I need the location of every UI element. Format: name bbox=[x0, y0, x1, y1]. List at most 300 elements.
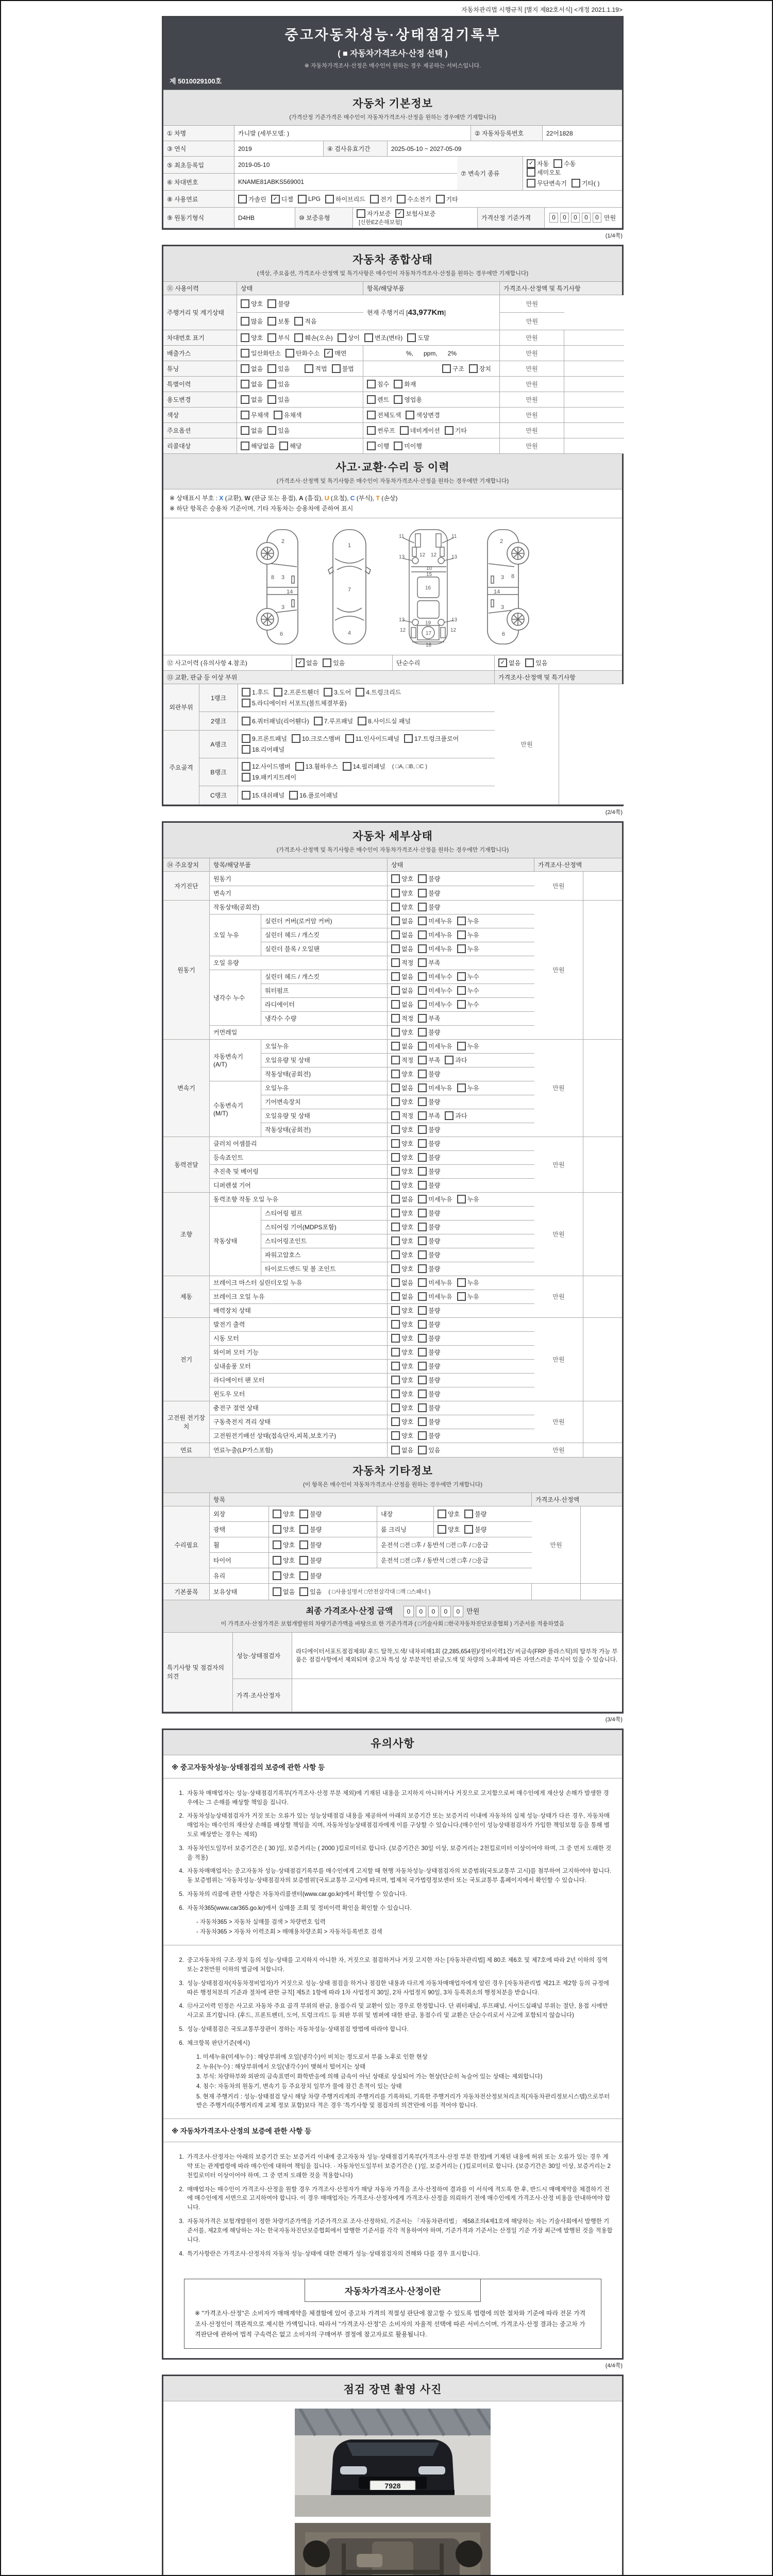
checkbox-양호[interactable] bbox=[273, 1571, 295, 1580]
checkbox-양호[interactable] bbox=[391, 1236, 413, 1245]
checkbox-누수[interactable] bbox=[457, 972, 479, 981]
checkbox-box[interactable] bbox=[418, 1153, 427, 1162]
checkbox-불량[interactable] bbox=[418, 1209, 440, 1217]
checkbox-box[interactable] bbox=[242, 773, 250, 782]
checkbox-box[interactable] bbox=[418, 1320, 427, 1329]
checkbox-누수[interactable] bbox=[457, 986, 479, 995]
checkbox-누유[interactable] bbox=[457, 1083, 479, 1092]
checkbox-box[interactable] bbox=[418, 1056, 427, 1064]
checkbox-있음[interactable] bbox=[418, 1446, 440, 1454]
checkbox-box[interactable] bbox=[391, 1403, 400, 1412]
checkbox-box[interactable] bbox=[367, 380, 376, 388]
checkbox-box[interactable] bbox=[391, 874, 400, 883]
checkbox-부족[interactable] bbox=[418, 1111, 440, 1120]
checkbox-box[interactable] bbox=[418, 1431, 427, 1440]
checkbox-box[interactable] bbox=[391, 1306, 400, 1315]
checkbox-누유[interactable] bbox=[457, 917, 479, 925]
checkbox-양호[interactable] bbox=[391, 1028, 413, 1037]
checkbox-box[interactable] bbox=[242, 699, 250, 707]
checkbox-불량[interactable] bbox=[418, 1376, 440, 1384]
checkbox-불량[interactable] bbox=[299, 1571, 322, 1580]
checkbox-부족[interactable] bbox=[418, 1014, 440, 1023]
checkbox-box[interactable] bbox=[391, 958, 400, 967]
checkbox-해당없음[interactable] bbox=[241, 442, 275, 450]
checkbox-box[interactable] bbox=[299, 1556, 308, 1565]
checkbox-box[interactable] bbox=[418, 1417, 427, 1426]
checkbox-box[interactable] bbox=[391, 1362, 400, 1370]
checkbox-불량[interactable] bbox=[464, 1510, 486, 1518]
checkbox-유채색[interactable] bbox=[274, 411, 302, 419]
checkbox-box[interactable] bbox=[391, 1070, 400, 1078]
checkbox-부족[interactable] bbox=[418, 1056, 440, 1064]
checkbox-box[interactable] bbox=[267, 380, 276, 388]
checkbox-없음[interactable] bbox=[391, 1042, 413, 1050]
checkbox-불량[interactable] bbox=[418, 1334, 440, 1343]
checkbox-box[interactable] bbox=[267, 395, 276, 404]
checkbox-box[interactable] bbox=[391, 1417, 400, 1426]
checkbox-양호[interactable] bbox=[391, 1070, 413, 1078]
checkbox-box[interactable] bbox=[343, 762, 351, 771]
checkbox-양호[interactable] bbox=[273, 1510, 295, 1518]
checkbox-양호[interactable] bbox=[391, 1223, 413, 1231]
checkbox-없음[interactable] bbox=[241, 426, 263, 435]
checkbox-box[interactable]: ✓ bbox=[271, 195, 280, 204]
checkbox-box[interactable] bbox=[418, 1097, 427, 1106]
checkbox-box[interactable] bbox=[553, 159, 562, 168]
checkbox-box[interactable] bbox=[391, 944, 400, 953]
checkbox-box[interactable] bbox=[273, 1571, 281, 1580]
checkbox-box[interactable] bbox=[391, 889, 400, 897]
checkbox-box[interactable] bbox=[418, 1070, 427, 1078]
checkbox-box[interactable] bbox=[391, 1389, 400, 1398]
checkbox-양호[interactable] bbox=[438, 1510, 460, 1518]
checkbox-box[interactable] bbox=[391, 1125, 400, 1134]
checkbox-box[interactable] bbox=[358, 717, 366, 725]
checkbox-불량[interactable] bbox=[418, 1348, 440, 1357]
checkbox-양호[interactable] bbox=[438, 1525, 460, 1534]
checkbox-box[interactable] bbox=[299, 1525, 308, 1534]
checkbox-box[interactable] bbox=[457, 917, 466, 925]
checkbox-box[interactable] bbox=[391, 1042, 400, 1050]
checkbox-양호[interactable] bbox=[391, 1125, 413, 1134]
checkbox-box[interactable] bbox=[400, 426, 409, 435]
checkbox-기타[interactable] bbox=[445, 426, 467, 435]
checkbox-box[interactable] bbox=[299, 1571, 308, 1580]
checkbox-미세누수[interactable] bbox=[418, 1000, 452, 1009]
checkbox-box[interactable] bbox=[418, 903, 427, 911]
checkbox-없음[interactable] bbox=[391, 1195, 413, 1204]
checkbox-box[interactable] bbox=[273, 1525, 281, 1534]
checkbox-누유[interactable] bbox=[457, 1292, 479, 1301]
checkbox-box[interactable] bbox=[273, 1556, 281, 1565]
checkbox-box[interactable] bbox=[418, 1139, 427, 1148]
checkbox-box[interactable] bbox=[418, 1264, 427, 1273]
checkbox-box[interactable] bbox=[242, 688, 250, 697]
checkbox-box[interactable] bbox=[418, 1083, 427, 1092]
checkbox-box[interactable] bbox=[418, 1348, 427, 1357]
checkbox-box[interactable] bbox=[438, 1525, 446, 1534]
checkbox-box[interactable] bbox=[418, 1306, 427, 1315]
checkbox-box[interactable] bbox=[418, 1389, 427, 1398]
checkbox-box[interactable] bbox=[418, 1167, 427, 1176]
checkbox-box[interactable] bbox=[391, 1431, 400, 1440]
checkbox-box[interactable] bbox=[238, 195, 247, 204]
checkbox-훼손(오손)[interactable] bbox=[294, 333, 332, 342]
checkbox-box[interactable] bbox=[279, 442, 288, 450]
checkbox-1.후드[interactable] bbox=[242, 688, 269, 697]
checkbox-box[interactable] bbox=[397, 195, 406, 204]
checkbox-불량[interactable] bbox=[299, 1510, 322, 1518]
checkbox-box[interactable]: ✓ bbox=[527, 159, 535, 168]
checkbox-18.리어패널[interactable] bbox=[242, 745, 284, 754]
checkbox-box[interactable] bbox=[418, 1278, 427, 1287]
checkbox-양호[interactable] bbox=[391, 1417, 413, 1426]
checkbox-8.사이드실 패널[interactable] bbox=[358, 717, 411, 725]
checkbox-box[interactable] bbox=[418, 1362, 427, 1370]
checkbox-box[interactable] bbox=[294, 317, 303, 326]
checkbox-미세누유[interactable] bbox=[418, 1042, 452, 1050]
checkbox-없음[interactable] bbox=[391, 917, 413, 925]
checkbox-없음[interactable] bbox=[498, 658, 520, 667]
checkbox-11.인사이드패널[interactable] bbox=[345, 734, 399, 743]
checkbox-box[interactable] bbox=[457, 1000, 466, 1009]
checkbox-box[interactable] bbox=[418, 1042, 427, 1050]
checkbox-불량[interactable] bbox=[299, 1525, 322, 1534]
checkbox-box[interactable] bbox=[391, 1195, 400, 1204]
checkbox-box[interactable] bbox=[391, 1292, 400, 1301]
checkbox-box[interactable] bbox=[391, 1236, 400, 1245]
checkbox-양호[interactable] bbox=[391, 1376, 413, 1384]
checkbox-해당[interactable] bbox=[279, 442, 301, 450]
checkbox-장치[interactable] bbox=[469, 364, 491, 373]
checkbox-box[interactable] bbox=[241, 442, 249, 450]
checkbox-10.크로스멤버[interactable] bbox=[292, 734, 341, 743]
checkbox-적정[interactable] bbox=[391, 1111, 413, 1120]
checkbox-box[interactable] bbox=[294, 333, 303, 342]
checkbox-box[interactable] bbox=[391, 1111, 400, 1120]
checkbox-box[interactable] bbox=[418, 1000, 427, 1009]
checkbox-없음[interactable] bbox=[241, 364, 263, 373]
checkbox-box[interactable] bbox=[391, 1278, 400, 1287]
checkbox-box[interactable]: ✓ bbox=[296, 658, 305, 667]
checkbox-양호[interactable] bbox=[391, 1264, 413, 1273]
checkbox-box[interactable] bbox=[391, 903, 400, 911]
checkbox-box[interactable] bbox=[345, 734, 354, 743]
checkbox-불량[interactable] bbox=[418, 1125, 440, 1134]
checkbox-box[interactable] bbox=[391, 1097, 400, 1106]
checkbox-box[interactable] bbox=[406, 411, 414, 419]
checkbox-box[interactable] bbox=[418, 1209, 427, 1217]
checkbox-양호[interactable] bbox=[391, 1250, 413, 1259]
checkbox-불량[interactable] bbox=[418, 1028, 440, 1037]
checkbox-보통[interactable] bbox=[267, 317, 290, 326]
checkbox-불량[interactable] bbox=[418, 1264, 440, 1273]
checkbox-불량[interactable] bbox=[418, 889, 440, 897]
checkbox-불량[interactable] bbox=[418, 1403, 440, 1412]
checkbox-box[interactable] bbox=[391, 930, 400, 939]
checkbox-box[interactable] bbox=[445, 426, 453, 435]
checkbox-box[interactable] bbox=[418, 944, 427, 953]
checkbox-box[interactable] bbox=[391, 1153, 400, 1162]
checkbox-누유[interactable] bbox=[457, 1278, 479, 1287]
checkbox-불량[interactable] bbox=[418, 1139, 440, 1148]
checkbox-box[interactable] bbox=[418, 1111, 427, 1120]
checkbox-box[interactable] bbox=[267, 317, 276, 326]
checkbox-box[interactable] bbox=[391, 1028, 400, 1037]
checkbox-box[interactable] bbox=[457, 930, 466, 939]
checkbox-box[interactable] bbox=[314, 717, 323, 725]
checkbox-누유[interactable] bbox=[457, 930, 479, 939]
checkbox-box[interactable] bbox=[356, 688, 364, 697]
checkbox-매연[interactable] bbox=[324, 349, 346, 358]
checkbox-box[interactable] bbox=[457, 986, 466, 995]
checkbox-box[interactable] bbox=[527, 168, 535, 177]
checkbox-도말[interactable] bbox=[407, 333, 429, 342]
checkbox-box[interactable] bbox=[464, 1525, 473, 1534]
checkbox-box[interactable] bbox=[418, 1236, 427, 1245]
checkbox-양호[interactable] bbox=[273, 1556, 295, 1565]
checkbox-box[interactable] bbox=[299, 1510, 308, 1518]
checkbox-box[interactable] bbox=[325, 195, 334, 204]
checkbox-미세누유[interactable] bbox=[418, 917, 452, 925]
checkbox-16.플로어패널[interactable] bbox=[289, 791, 338, 800]
checkbox-box[interactable] bbox=[391, 1056, 400, 1064]
checkbox-없음[interactable] bbox=[391, 972, 413, 981]
checkbox-일산화탄소[interactable] bbox=[241, 349, 281, 358]
checkbox-침수[interactable] bbox=[367, 380, 389, 388]
checkbox-box[interactable] bbox=[299, 1587, 308, 1596]
checkbox-양호[interactable] bbox=[391, 1306, 413, 1315]
checkbox-box[interactable] bbox=[273, 1540, 281, 1549]
checkbox-없음[interactable] bbox=[391, 1083, 413, 1092]
checkbox-box[interactable] bbox=[242, 762, 250, 771]
checkbox-누수[interactable] bbox=[457, 1000, 479, 1009]
checkbox-양호[interactable] bbox=[391, 1403, 413, 1412]
checkbox-box[interactable] bbox=[367, 426, 376, 435]
checkbox-box[interactable] bbox=[391, 1376, 400, 1384]
checkbox-box[interactable] bbox=[267, 299, 276, 308]
checkbox-box[interactable] bbox=[241, 411, 249, 419]
checkbox-box[interactable] bbox=[418, 1376, 427, 1384]
checkbox-적정[interactable] bbox=[391, 958, 413, 967]
checkbox-box[interactable] bbox=[364, 333, 373, 342]
checkbox-있음[interactable] bbox=[267, 380, 290, 388]
checkbox-양호[interactable] bbox=[391, 1431, 413, 1440]
checkbox-미세누수[interactable] bbox=[418, 986, 452, 995]
checkbox-디젤[interactable] bbox=[271, 195, 293, 204]
checkbox-box[interactable] bbox=[394, 395, 402, 404]
checkbox-적법[interactable] bbox=[305, 364, 327, 373]
checkbox-box[interactable] bbox=[404, 734, 413, 743]
checkbox-불량[interactable] bbox=[418, 1362, 440, 1370]
checkbox-box[interactable] bbox=[394, 380, 402, 388]
checkbox-양호[interactable] bbox=[391, 889, 413, 897]
checkbox-box[interactable] bbox=[418, 1181, 427, 1190]
checkbox-과다[interactable] bbox=[445, 1111, 467, 1120]
checkbox-상이[interactable] bbox=[338, 333, 360, 342]
checkbox-양호[interactable] bbox=[273, 1525, 295, 1534]
checkbox-box[interactable] bbox=[285, 349, 294, 358]
checkbox-box[interactable] bbox=[418, 1125, 427, 1134]
checkbox-있음[interactable] bbox=[267, 395, 290, 404]
checkbox-box[interactable] bbox=[418, 930, 427, 939]
checkbox-양호[interactable] bbox=[391, 1139, 413, 1148]
checkbox-양호[interactable] bbox=[391, 1362, 413, 1370]
checkbox-box[interactable] bbox=[332, 364, 341, 373]
checkbox-9.프론트패널[interactable] bbox=[242, 734, 287, 743]
checkbox-box[interactable]: ✓ bbox=[498, 658, 507, 667]
checkbox-불량[interactable] bbox=[418, 1250, 440, 1259]
checkbox-없음[interactable] bbox=[391, 944, 413, 953]
checkbox-없음[interactable] bbox=[391, 930, 413, 939]
checkbox-없음[interactable] bbox=[391, 986, 413, 995]
checkbox-box[interactable] bbox=[457, 1083, 466, 1092]
checkbox-썬루프[interactable] bbox=[367, 426, 395, 435]
checkbox-자동[interactable] bbox=[527, 159, 549, 168]
checkbox-불량[interactable] bbox=[418, 1153, 440, 1162]
checkbox-box[interactable] bbox=[438, 1510, 446, 1518]
checkbox-box[interactable] bbox=[418, 1223, 427, 1231]
checkbox-하이브리드[interactable] bbox=[325, 195, 365, 204]
checkbox-box[interactable] bbox=[457, 972, 466, 981]
checkbox-3.도어[interactable] bbox=[324, 688, 351, 697]
checkbox-box[interactable] bbox=[418, 889, 427, 897]
checkbox-box[interactable] bbox=[274, 411, 282, 419]
checkbox-box[interactable] bbox=[298, 195, 307, 204]
checkbox-box[interactable] bbox=[367, 395, 376, 404]
checkbox-17.트렁크플로어[interactable] bbox=[404, 734, 459, 743]
checkbox-양호[interactable] bbox=[391, 1167, 413, 1176]
checkbox-box[interactable] bbox=[394, 442, 402, 450]
checkbox-box[interactable] bbox=[241, 299, 249, 308]
checkbox-없음[interactable] bbox=[241, 395, 263, 404]
checkbox-불법[interactable] bbox=[332, 364, 354, 373]
checkbox-보험사보증[interactable] bbox=[395, 209, 435, 218]
checkbox-box[interactable] bbox=[391, 1223, 400, 1231]
checkbox-양호[interactable] bbox=[391, 1181, 413, 1190]
checkbox-box[interactable] bbox=[292, 734, 300, 743]
checkbox-box[interactable] bbox=[391, 986, 400, 995]
checkbox-box[interactable] bbox=[391, 972, 400, 981]
checkbox-box[interactable] bbox=[242, 717, 250, 725]
checkbox-box[interactable] bbox=[273, 1510, 281, 1518]
checkbox-불량[interactable] bbox=[418, 1431, 440, 1440]
checkbox-box[interactable] bbox=[407, 333, 416, 342]
checkbox-구조[interactable] bbox=[442, 364, 464, 373]
checkbox-box[interactable] bbox=[391, 1014, 400, 1023]
checkbox-5.라디에이터 서포트(볼트체결부품)[interactable] bbox=[242, 699, 347, 707]
checkbox-box[interactable] bbox=[418, 958, 427, 967]
checkbox-불량[interactable] bbox=[418, 1417, 440, 1426]
checkbox-과다[interactable] bbox=[445, 1056, 467, 1064]
checkbox-없음[interactable] bbox=[296, 658, 318, 667]
checkbox-box[interactable] bbox=[323, 658, 331, 667]
checkbox-box[interactable] bbox=[267, 333, 276, 342]
checkbox-양호[interactable] bbox=[273, 1540, 295, 1549]
checkbox-적음[interactable] bbox=[294, 317, 316, 326]
checkbox-box[interactable] bbox=[241, 333, 249, 342]
checkbox-box[interactable] bbox=[418, 1292, 427, 1301]
checkbox-양호[interactable] bbox=[391, 1209, 413, 1217]
checkbox-이행[interactable] bbox=[367, 442, 389, 450]
checkbox-box[interactable] bbox=[418, 986, 427, 995]
checkbox-불량[interactable] bbox=[418, 1167, 440, 1176]
checkbox-없음[interactable] bbox=[273, 1587, 295, 1596]
checkbox-불량[interactable] bbox=[418, 1070, 440, 1078]
checkbox-box[interactable] bbox=[418, 1195, 427, 1204]
checkbox-box[interactable] bbox=[241, 380, 249, 388]
checkbox-box[interactable] bbox=[357, 209, 365, 218]
checkbox-box[interactable] bbox=[391, 1348, 400, 1357]
checkbox-미세누수[interactable] bbox=[418, 972, 452, 981]
checkbox-box[interactable] bbox=[457, 1278, 466, 1287]
checkbox-불량[interactable] bbox=[418, 1320, 440, 1329]
checkbox-4.트렁크리드[interactable] bbox=[356, 688, 401, 697]
checkbox-없음[interactable] bbox=[391, 1000, 413, 1009]
checkbox-양호[interactable] bbox=[391, 1334, 413, 1343]
checkbox-무단변속기[interactable] bbox=[527, 179, 567, 188]
checkbox-기타[interactable] bbox=[436, 195, 458, 204]
checkbox-box[interactable] bbox=[289, 791, 298, 800]
checkbox-탄화수소[interactable] bbox=[285, 349, 320, 358]
checkbox-box[interactable] bbox=[442, 364, 451, 373]
checkbox-네비게이션[interactable] bbox=[400, 426, 440, 435]
checkbox-box[interactable] bbox=[572, 179, 580, 188]
checkbox-box[interactable]: ✓ bbox=[324, 349, 333, 358]
checkbox-box[interactable] bbox=[324, 688, 332, 697]
checkbox-6.쿼터패널(리어휀다)[interactable] bbox=[242, 717, 309, 725]
checkbox-양호[interactable] bbox=[391, 1153, 413, 1162]
checkbox-불량[interactable] bbox=[464, 1525, 486, 1534]
checkbox-box[interactable] bbox=[464, 1510, 473, 1518]
checkbox-box[interactable] bbox=[418, 972, 427, 981]
checkbox-box[interactable] bbox=[418, 1028, 427, 1037]
checkbox-box[interactable] bbox=[370, 195, 379, 204]
checkbox-불량[interactable] bbox=[418, 1223, 440, 1231]
checkbox-13.휠하우스[interactable] bbox=[295, 762, 338, 771]
checkbox-box[interactable] bbox=[457, 1195, 466, 1204]
checkbox-box[interactable] bbox=[469, 364, 478, 373]
checkbox-box[interactable] bbox=[274, 688, 282, 697]
checkbox-box[interactable]: ✓ bbox=[395, 209, 404, 218]
checkbox-box[interactable] bbox=[242, 791, 250, 800]
checkbox-box[interactable] bbox=[436, 195, 445, 204]
checkbox-미세누유[interactable] bbox=[418, 930, 452, 939]
checkbox-box[interactable] bbox=[445, 1111, 453, 1120]
checkbox-box[interactable] bbox=[457, 1042, 466, 1050]
checkbox-수소전기[interactable] bbox=[397, 195, 431, 204]
checkbox-양호[interactable] bbox=[391, 1320, 413, 1329]
checkbox-box[interactable] bbox=[391, 1139, 400, 1148]
checkbox-box[interactable] bbox=[367, 442, 376, 450]
checkbox-box[interactable] bbox=[418, 1403, 427, 1412]
checkbox-14.필러패널[interactable] bbox=[343, 762, 385, 771]
checkbox-box[interactable] bbox=[305, 364, 313, 373]
checkbox-없음[interactable] bbox=[241, 380, 263, 388]
checkbox-적정[interactable] bbox=[391, 1014, 413, 1023]
checkbox-없음[interactable] bbox=[391, 1278, 413, 1287]
checkbox-box[interactable] bbox=[242, 745, 250, 754]
checkbox-있음[interactable] bbox=[267, 364, 290, 373]
checkbox-미세누유[interactable] bbox=[418, 1083, 452, 1092]
checkbox-부식[interactable] bbox=[267, 333, 290, 342]
checkbox-미세누유[interactable] bbox=[418, 1278, 452, 1287]
checkbox-불량[interactable] bbox=[418, 1236, 440, 1245]
checkbox-box[interactable] bbox=[391, 1209, 400, 1217]
checkbox-불량[interactable] bbox=[418, 903, 440, 911]
checkbox-누유[interactable] bbox=[457, 1195, 479, 1204]
checkbox-box[interactable] bbox=[391, 1000, 400, 1009]
